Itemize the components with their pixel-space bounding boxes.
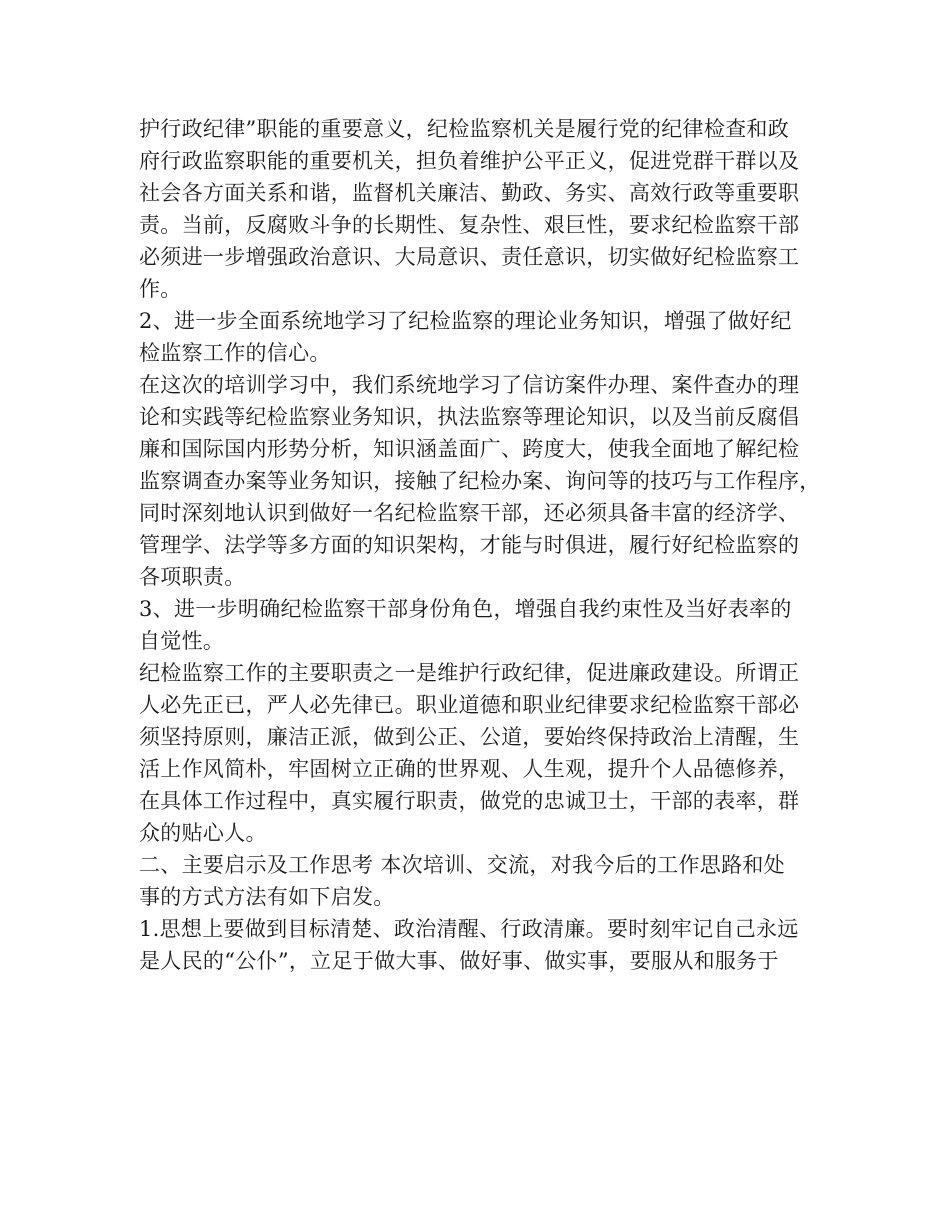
text-line: 府行政监察职能的重要机关，担负着维护公平正义，促进党群干群以及 — [139, 149, 800, 173]
text-line: 廉和国际国内形势分析，知识涵盖面广、跨度大，使我全面地了解纪检 — [139, 437, 800, 461]
text-line: 须坚持原则，廉洁正派，做到公正、公道，要始终保持政治上清醒，生 — [139, 725, 800, 749]
text-line: 是人民的“公仆”，立足于做大事、做好事、做实事，要服从和服务于 — [139, 949, 779, 973]
text-line: 护行政纪律”职能的重要意义，纪检监察机关是履行党的纪律检查和政 — [139, 117, 790, 141]
text-line: 同时深刻地认识到做好一名纪检监察干部，还必须具备丰富的经济学、 — [139, 501, 800, 525]
text-line: 在这次的培训学习中，我们系统地学习了信访案件办理、案件查办的理 — [139, 373, 800, 397]
text-line: 管理学、法学等多方面的知识架构，才能与时俱进，履行好纪检监察的 — [139, 533, 800, 557]
text-line: 必须进一步增强政治意识、大局意识、责任意识，切实做好纪检监察工 — [139, 245, 800, 269]
text-line: 社会各方面关系和谐，监督机关廉洁、勤政、务实、高效行政等重要职 — [139, 181, 800, 205]
text-line: 各项职责。 — [139, 565, 246, 589]
section-heading: 二、主要启示及工作思考 本次培训、交流，对我今后的工作思路和处 — [139, 853, 785, 877]
body-text — [139, 113, 819, 977]
section-heading: 自觉性。 — [139, 629, 225, 653]
text-line: 在具体工作过程中，真实履行职责，做党的忠诚卫士，干部的表率，群 — [139, 789, 800, 813]
section-heading: 3、进一步明确纪检监察干部身份角色，增强自我约束性及当好表率的 — [139, 597, 792, 621]
text-line: 监察调查办案等业务知识，接触了纪检办案、询问等的技巧与工作程序， — [139, 469, 821, 493]
section-heading: 检监察工作的信心。 — [139, 341, 331, 365]
text-line: 活上作风简朴，牢固树立正确的世界观、人生观，提升个人品德修养， — [139, 757, 800, 781]
text-line: 责。当前，反腐败斗争的长期性、复杂性、艰巨性，要求纪检监察干部 — [139, 213, 800, 237]
text-line: 人必先正已，严人必先律已。职业道德和职业纪律要求纪检监察干部必 — [139, 693, 800, 717]
text-line: 事的方式方法有如下启发。 — [139, 885, 395, 909]
text-line: 众的贴心人。 — [139, 821, 267, 845]
text-line: 纪检监察工作的主要职责之一是维护行政纪律，促进廉政建设。所谓正 — [139, 661, 800, 685]
text-line: 论和实践等纪检监察业务知识，执法监察等理论知识，以及当前反腐倡 — [139, 405, 800, 429]
section-heading: 2、进一步全面系统地学习了纪检监察的理论业务知识，增强了做好纪 — [139, 309, 792, 333]
section-heading: 1.思想上要做到目标清楚、政治清醒、行政清廉。要时刻牢记自己永远 — [139, 917, 799, 941]
text-line: 作。 — [139, 277, 182, 301]
